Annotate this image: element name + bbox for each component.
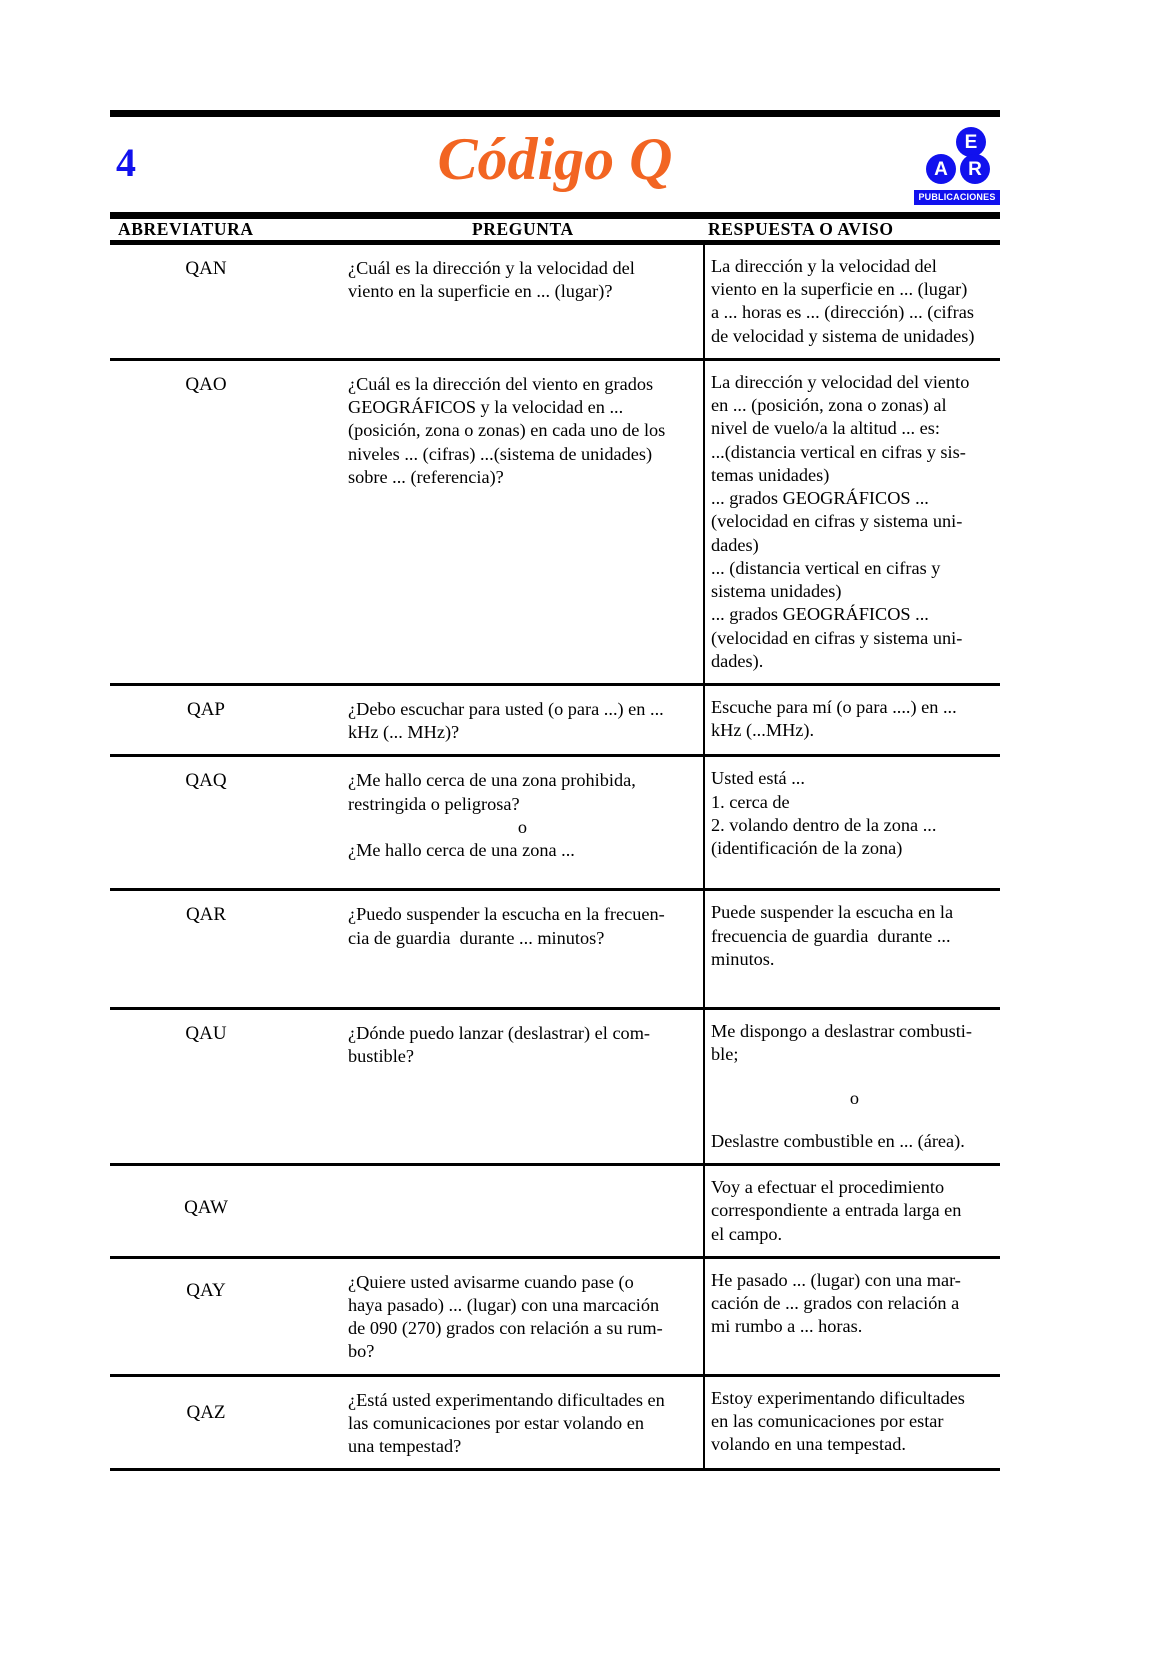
header-top-rule <box>110 110 1000 117</box>
cell-abbreviation: QAR <box>185 904 227 926</box>
alternative-divider: o <box>517 816 528 837</box>
text-line: sistema unidades) <box>711 581 842 602</box>
text-line: niveles ... (cifras) ...(sistema de unidades) <box>348 443 653 464</box>
text-line: una tempestad? <box>348 1436 462 1457</box>
cell-question <box>346 361 704 683</box>
table-row <box>110 361 1000 683</box>
text-line: (identificación de la zona) <box>711 838 903 859</box>
cell-answer <box>704 1377 1000 1469</box>
text-line: ble; <box>711 1044 739 1065</box>
text-line: bo? <box>348 1341 375 1362</box>
cell-abbreviation: QAW <box>184 1197 228 1219</box>
text-line: cación de ... grados con relación a <box>711 1292 960 1313</box>
text-line: ¿Debo escuchar para usted (o para ...) en ... <box>348 698 664 719</box>
text-line: ¿Puedo suspender la escucha en la frecuen- <box>348 904 665 925</box>
text-line: las comunicaciones por estar volando en <box>348 1412 644 1433</box>
cell-question <box>346 1010 704 1163</box>
cell-answer <box>704 1010 1000 1163</box>
text-line: ... grados GEOGRÁFICOS ... <box>711 488 929 509</box>
table-row <box>110 1259 1000 1374</box>
text-line: He pasado ... (lugar) con una mar- <box>711 1269 961 1290</box>
text-line: La dirección y velocidad del viento <box>711 371 970 392</box>
publisher-logo <box>908 127 1000 207</box>
text-line: Escuche para mí (o para ....) en ... <box>711 696 957 717</box>
text-line: ¿Me hallo cerca de una zona prohibida, <box>348 770 636 791</box>
table-bottom-separator <box>110 1468 1000 1471</box>
cell-question <box>346 757 704 888</box>
text-line: ... grados GEOGRÁFICOS ... <box>711 604 929 625</box>
table-header-row <box>110 219 1000 240</box>
text-line: Me dispongo a deslastrar combusti- <box>711 1021 972 1042</box>
text-line: correspondiente a entrada larga en <box>711 1200 962 1221</box>
text-line: ... (distancia vertical en cifras y <box>711 557 941 578</box>
cell-question <box>346 1166 704 1256</box>
table-row <box>110 891 1000 1007</box>
table-row <box>110 686 1000 754</box>
column-header-respuesta: RESPUESTA O AVISO <box>708 219 894 239</box>
text-line: viento en la superficie en ... (lugar)? <box>348 281 613 302</box>
table-row <box>110 245 1000 358</box>
page-title: Código Q <box>437 126 673 192</box>
text-line: ¿Me hallo cerca de una zona ... <box>348 840 575 861</box>
logo-wordmark: PUBLICACIONES <box>914 190 1000 205</box>
text-line: dades). <box>711 650 764 671</box>
logo-badge-r-icon: R <box>960 154 990 184</box>
cell-question <box>346 686 704 754</box>
text-line: el campo. <box>711 1223 783 1244</box>
cell-abbreviation: QAP <box>186 698 225 720</box>
text-line: Usted está ... <box>711 768 805 789</box>
cell-abbreviation: QAQ <box>185 770 227 792</box>
cell-question <box>346 1377 704 1469</box>
text-line: kHz (...MHz). <box>711 720 815 741</box>
text-line: ...(distancia vertical en cifras y sis- <box>711 441 966 462</box>
text-line: ¿Quiere usted avisarme cuando pase (o <box>348 1271 634 1292</box>
text-line: cia de guardia durante ... minutos? <box>348 927 605 948</box>
text-line: sobre ... (referencia)? <box>348 466 504 487</box>
cell-abbreviation: QAO <box>185 373 227 395</box>
text-line: ¿Dónde puedo lanzar (deslastrar) el com- <box>348 1023 651 1044</box>
column-header-pregunta: PREGUNTA <box>472 219 574 239</box>
blank-line <box>711 1110 998 1130</box>
cell-question <box>346 245 704 358</box>
cell-question <box>346 1259 704 1374</box>
cell-answer <box>704 1166 1000 1256</box>
text-line: frecuencia de guardia durante ... <box>711 925 951 946</box>
text-line: (posición, zona o zonas) en cada uno de los <box>348 420 666 441</box>
alternative-divider: o <box>849 1087 860 1108</box>
text-line: Voy a efectuar el procedimiento <box>711 1177 945 1198</box>
column-header-abreviatura: ABREVIATURA <box>118 219 254 239</box>
document-page <box>110 0 1000 1471</box>
table-row <box>110 1010 1000 1163</box>
logo-badge-a-icon: A <box>926 154 956 184</box>
text-line: kHz (... MHz)? <box>348 722 460 743</box>
masthead <box>110 117 1000 212</box>
text-line: 2. volando dentro de la zona ... <box>711 814 937 835</box>
table-row <box>110 757 1000 888</box>
text-line: minutos. <box>711 948 775 969</box>
text-line: ¿Cuál es la dirección y la velocidad del <box>348 258 635 278</box>
text-line: temas unidades) <box>711 464 830 485</box>
cell-abbreviation: QAZ <box>186 1401 226 1423</box>
logo-badge-e-icon: E <box>956 127 986 157</box>
cell-answer <box>704 1259 1000 1374</box>
header-bottom-rule <box>110 212 1000 219</box>
text-line: ¿Cuál es la dirección del viento en grados <box>348 373 654 394</box>
text-line: La dirección y la velocidad del <box>711 256 937 276</box>
table-row <box>110 1166 1000 1256</box>
text-line: en ... (posición, zona o zonas) al <box>711 395 947 416</box>
text-line: bustible? <box>348 1046 415 1067</box>
text-line: (velocidad en cifras y sistema uni- <box>711 627 963 648</box>
cell-answer <box>704 757 1000 888</box>
text-line: de velocidad y sistema de unidades) <box>711 325 975 346</box>
text-line: en las comunicaciones por estar <box>711 1410 944 1431</box>
cell-abbreviation: QAN <box>185 258 227 279</box>
text-line: mi rumbo a ... horas. <box>711 1316 863 1337</box>
cell-answer <box>704 686 1000 754</box>
text-line: GEOGRÁFICOS y la velocidad en ... <box>348 397 624 418</box>
text-line: a ... horas es ... (dirección) ... (cifras <box>711 302 974 323</box>
q-code-table <box>110 219 1000 1471</box>
text-line: haya pasado) ... (lugar) con una marcación <box>348 1294 660 1315</box>
text-line: Puede suspender la escucha en la <box>711 902 954 923</box>
table-row <box>110 1377 1000 1469</box>
cell-abbreviation: QAU <box>185 1023 227 1045</box>
text-line: 1. cerca de <box>711 791 790 812</box>
text-line: viento en la superficie en ... (lugar) <box>711 279 968 300</box>
text-line: de 090 (270) grados con relación a su rum- <box>348 1318 663 1339</box>
cell-question <box>346 891 704 1007</box>
text-line: ¿Está usted experimentando dificultades en <box>348 1389 665 1410</box>
text-line: nivel de vuelo/a la altitud ... es: <box>711 418 940 439</box>
text-line: Deslastre combustible en ... (área). <box>711 1130 965 1151</box>
text-line: dades) <box>711 534 759 555</box>
blank-line <box>711 1067 998 1087</box>
cell-answer <box>704 245 1000 358</box>
text-line: (velocidad en cifras y sistema uni- <box>711 511 963 532</box>
text-line: Estoy experimentando dificultades <box>711 1387 965 1408</box>
page-number: 4 <box>116 140 135 185</box>
text-line: restringida o peligrosa? <box>348 793 520 814</box>
cell-answer <box>704 361 1000 683</box>
cell-abbreviation: QAY <box>186 1279 226 1301</box>
cell-answer <box>704 891 1000 1007</box>
text-line: volando en una tempestad. <box>711 1434 906 1455</box>
